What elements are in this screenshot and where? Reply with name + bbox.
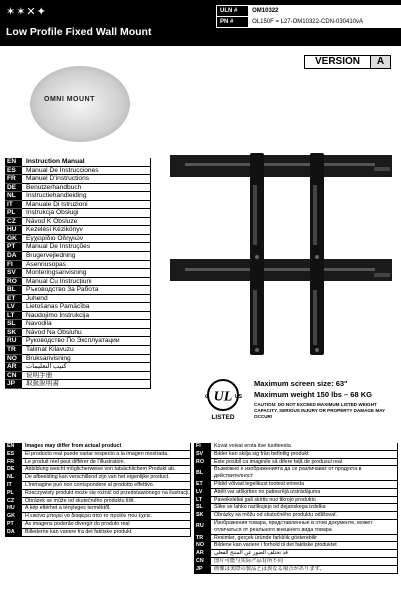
notice-text: Billederne kan variere fra det faktiske produkt [22, 529, 191, 536]
language-code: CZ [5, 218, 22, 227]
language-row-cz [5, 218, 151, 227]
notice-text: قد تختلف الصور عن المنتج الفعلي [211, 550, 398, 557]
notice-row-pl [5, 490, 191, 498]
notice-language-code: HU [5, 505, 22, 512]
notice-text: Bildene kan variere i forhold til det faktiske produktet [211, 542, 398, 549]
notice-row-ru [194, 520, 398, 535]
version-box [304, 55, 391, 69]
language-manual-name: Instruction Manual [22, 158, 151, 167]
notice-row-bl [194, 466, 398, 481]
notice-text: Este posibil ca imaginile să difere față de produsul real [211, 459, 398, 466]
language-row-hu [5, 226, 151, 235]
language-manual-name: Manuale Di Istruzioni [22, 201, 151, 210]
language-row-lt [5, 312, 151, 321]
notice-text: 图片可能与实际产品有所不同 [211, 558, 398, 565]
notice-text: Rzeczywisty produkt może się różnić od przedstawionego na ilustracji. [22, 490, 191, 497]
language-row-tr [5, 346, 151, 355]
notice-language-code: GK [5, 513, 22, 520]
notice-text: Resimler, gerçek üründe farklılık gösterebilir [211, 535, 398, 542]
language-code: SK [5, 329, 22, 338]
language-manual-name: Benutzerhandbuch [22, 184, 151, 193]
brand-logo-disc [30, 66, 130, 142]
notice-language-code: DA [5, 529, 22, 536]
language-manual-name: Manuel D’instructions [22, 175, 151, 184]
language-row-sv [5, 269, 151, 278]
language-row-es [5, 167, 151, 176]
language-manual-name: Руководство По Эксплуатации [22, 337, 151, 346]
notice-language-code: PL [5, 490, 22, 497]
notice-text: A kép eltérhet a tényleges terméktől. [22, 505, 191, 512]
notice-language-code: CN [194, 558, 211, 565]
notice-row-no [194, 542, 398, 550]
language-row-et [5, 295, 151, 304]
language-manual-name: Juhend [22, 295, 151, 304]
image-notice-left-column [5, 443, 191, 537]
notice-text: De afbeelding kan verschillend zijn van het eigenlijke product. [22, 474, 191, 481]
language-manual-name: 说明手册 [22, 372, 151, 381]
language-manual-name: 取扱説明書 [22, 380, 151, 389]
notice-text: Le produit réel peut différer de l’illustration. [22, 459, 191, 466]
language-manual-name: Manual De Instruções [22, 243, 151, 252]
language-code: TR [5, 346, 22, 355]
language-manual-name: Talimat Kilavuzu [22, 346, 151, 355]
language-code: NL [5, 192, 22, 201]
language-manual-name: كتيب التعليمات [22, 363, 151, 372]
language-row-no [5, 355, 151, 364]
product-title: Low Profile Fixed Wall Mount [6, 26, 152, 38]
language-code: FR [5, 175, 22, 184]
language-code: JP [5, 380, 22, 389]
max-screen-size: Maximum screen size: 63" [254, 379, 348, 388]
notice-language-code: LT [194, 497, 211, 504]
notice-row-it [5, 482, 191, 490]
language-code: LV [5, 303, 22, 312]
language-row-ru [5, 337, 151, 346]
language-row-fr [5, 175, 151, 184]
language-row-ro [5, 278, 151, 287]
uln-label: ULN # [217, 6, 249, 17]
notice-row-da [5, 529, 191, 537]
language-row-cn [5, 372, 151, 381]
language-manual-name: Návod K Obsluze [22, 218, 151, 227]
language-code: LT [5, 312, 22, 321]
notice-row-es [5, 451, 191, 459]
notice-language-code: IT [5, 482, 22, 489]
notice-row-gk [5, 513, 191, 521]
version-value: A [370, 56, 390, 68]
language-code: FI [5, 261, 22, 270]
language-row-bl [5, 286, 151, 295]
notice-row-ar [194, 550, 398, 558]
notice-text: Attēli var atšķirties no patiesrējā izstrādājuma [211, 489, 398, 496]
language-code: PL [5, 209, 22, 218]
uln-value: OM10322 [249, 6, 282, 17]
notice-language-code: EN [5, 443, 22, 450]
notice-row-fi [194, 443, 398, 451]
language-code: BL [5, 286, 22, 295]
notice-language-code: PT [5, 521, 22, 528]
language-code: ET [5, 295, 22, 304]
notice-text: Възможно е изображенията да се различават от продукта в действителност [211, 466, 398, 480]
ul-listed-badge [202, 378, 244, 422]
version-label: VERSION [314, 56, 360, 67]
notice-row-sk [194, 512, 398, 520]
language-code: DA [5, 252, 22, 261]
language-code: CN [5, 372, 22, 381]
notice-text: Obrázek se může od skutečného produktu lišit. [22, 498, 191, 505]
notice-text: L’immagine può non corrispondere al prodotto effettivo. [22, 482, 191, 489]
language-code: EN [5, 158, 22, 167]
notice-language-code: AR [194, 550, 211, 557]
notice-language-code: SK [194, 512, 211, 519]
notice-language-code: SL [194, 504, 211, 511]
language-code: GK [5, 235, 22, 244]
language-manual-name: Naudojimo Instrukcija [22, 312, 151, 321]
language-manual-name: Ръководство За Работа [22, 286, 151, 295]
part-number-table [216, 5, 401, 28]
language-row-it [5, 201, 151, 210]
notice-language-code: NL [5, 474, 22, 481]
notice-language-code: LV [194, 489, 211, 496]
language-code: ES [5, 167, 22, 176]
notice-text: Images may differ from actual product [22, 443, 191, 450]
notice-language-code: CZ [5, 498, 22, 505]
notice-language-code: RU [194, 520, 211, 534]
language-row-da [5, 252, 151, 261]
language-manual-name: Navodila [22, 320, 151, 329]
language-manual-name: Manual Cu Instrucțiuni [22, 278, 151, 287]
language-manual-name: Návod Na Obsluhu [22, 329, 151, 338]
notice-text: Η εικόνα μπορεί να διαφέρει από το προϊόν που έχετε. [22, 513, 191, 520]
language-manual-name: Instructiehandleiding [22, 192, 151, 201]
notice-row-pt [5, 521, 191, 529]
image-notice-right-column [194, 443, 398, 574]
notice-text: Obrázky sa môžu od skutočného produktu odlišovať. [211, 512, 398, 519]
notice-row-nl [5, 474, 191, 482]
notice-text: Bilder kan skilja sig från befintlig produkt [211, 451, 398, 458]
notice-text: Slike se lahko razlikujejo od dejanskega izdelka [211, 504, 398, 511]
max-weight: Maximum weight 150 lbs – 68 KG [254, 390, 372, 399]
language-row-ar [5, 363, 151, 372]
notice-row-et [194, 481, 398, 489]
manual-language-list [5, 158, 151, 389]
pn-value: OL150F = L27-OM10322-CDN-030410vA [249, 17, 401, 28]
language-row-gk [5, 235, 151, 244]
notice-language-code: FR [5, 459, 22, 466]
logo-glyphs: ✶✶✕✦ [6, 5, 47, 18]
notice-row-en [5, 443, 191, 451]
notice-row-lt [194, 497, 398, 505]
notice-language-code: ET [194, 481, 211, 488]
language-manual-name: Monteringsanvisning [22, 269, 151, 278]
language-code: PT [5, 243, 22, 252]
language-code: IT [5, 201, 22, 210]
notice-language-code: BL [194, 466, 211, 480]
language-row-fi [5, 261, 151, 270]
notice-row-hu [5, 505, 191, 513]
notice-row-cz [5, 498, 191, 506]
notice-text: Abbildung weicht möglicherweise von tatsächlichem Produkt ab. [22, 466, 191, 473]
language-code: RU [5, 337, 22, 346]
language-code: DE [5, 184, 22, 193]
ul-letters: UL [213, 389, 233, 405]
notice-language-code: TR [194, 535, 211, 542]
header-bar [0, 0, 401, 46]
language-code: SL [5, 320, 22, 329]
language-row-sl [5, 320, 151, 329]
language-manual-name: Asennusopas [22, 261, 151, 270]
caution-warning: CAUTION: DO NOT EXCEED MAXIMUM LISTED WEIGHT CAPACITY. SERIOUS INJURY OR PROPERTY DAMAGE MAY OCCUR! [254, 402, 386, 419]
language-code: AR [5, 363, 22, 372]
notice-text: Изображения товара, представленные в этом документе, может отличаться от реального внешнего вида товара [211, 520, 398, 534]
language-row-en [5, 158, 151, 167]
notice-language-code: ES [5, 451, 22, 458]
language-row-nl [5, 192, 151, 201]
language-row-de [5, 184, 151, 193]
language-row-pt [5, 243, 151, 252]
notice-text: Pildid võivad tegelikust tootest erineda [211, 481, 398, 488]
language-row-pl [5, 209, 151, 218]
ul-listed-text: LISTED [211, 414, 235, 421]
language-manual-name: Manual De Instrucciones [22, 167, 151, 176]
language-code: SV [5, 269, 22, 278]
notice-text: Kuvat voivat erota itse tuotteesta [211, 443, 398, 450]
language-manual-name: Lietošanas Pamācība [22, 303, 151, 312]
language-manual-name: Kezelési Kézikönyv [22, 226, 151, 235]
language-row-lv [5, 303, 151, 312]
wall-mount-bracket-image [160, 145, 398, 360]
language-manual-name: Instrukcja Obsługi [22, 209, 151, 218]
notice-language-code: SV [194, 451, 211, 458]
language-manual-name: Εγχειρίδιο Οδηγιών [22, 235, 151, 244]
language-code: HU [5, 226, 22, 235]
pn-label: PN # [217, 17, 249, 28]
notice-language-code: FI [194, 443, 211, 450]
brand-logo-text: OMNI MOUNT [44, 96, 95, 103]
language-row-jp [5, 380, 151, 389]
language-row-sk [5, 329, 151, 338]
language-code: RO [5, 278, 22, 287]
notice-text: El producto real puede variar respecto a la imagen mostrada. [22, 451, 191, 458]
notice-text: 画像は実際の製品とは異なる場合があります。 [211, 566, 398, 573]
language-manual-name: Brugervejledning [22, 252, 151, 261]
notice-row-lv [194, 489, 398, 497]
ul-c: c [205, 394, 209, 400]
language-code: NO [5, 355, 22, 364]
notice-row-tr [194, 535, 398, 543]
notice-row-fr [5, 459, 191, 467]
uln-value-blank [282, 6, 401, 17]
notice-language-code: RO [194, 459, 211, 466]
notice-text: Paveikslėliai gali skirtis nuo tikrojo produkto [211, 497, 398, 504]
notice-text: As imagens poderão divergir do produto real [22, 521, 191, 528]
language-manual-name: Bruksanvisning [22, 355, 151, 364]
ul-us: US [235, 394, 242, 400]
notice-row-sv [194, 451, 398, 459]
notice-language-code: DE [5, 466, 22, 473]
notice-language-code: NO [194, 542, 211, 549]
notice-row-sl [194, 504, 398, 512]
notice-row-de [5, 466, 191, 474]
notice-language-code: JP [194, 566, 211, 573]
notice-row-ro [194, 459, 398, 467]
notice-row-cn [194, 558, 398, 566]
notice-row-jp [194, 566, 398, 574]
